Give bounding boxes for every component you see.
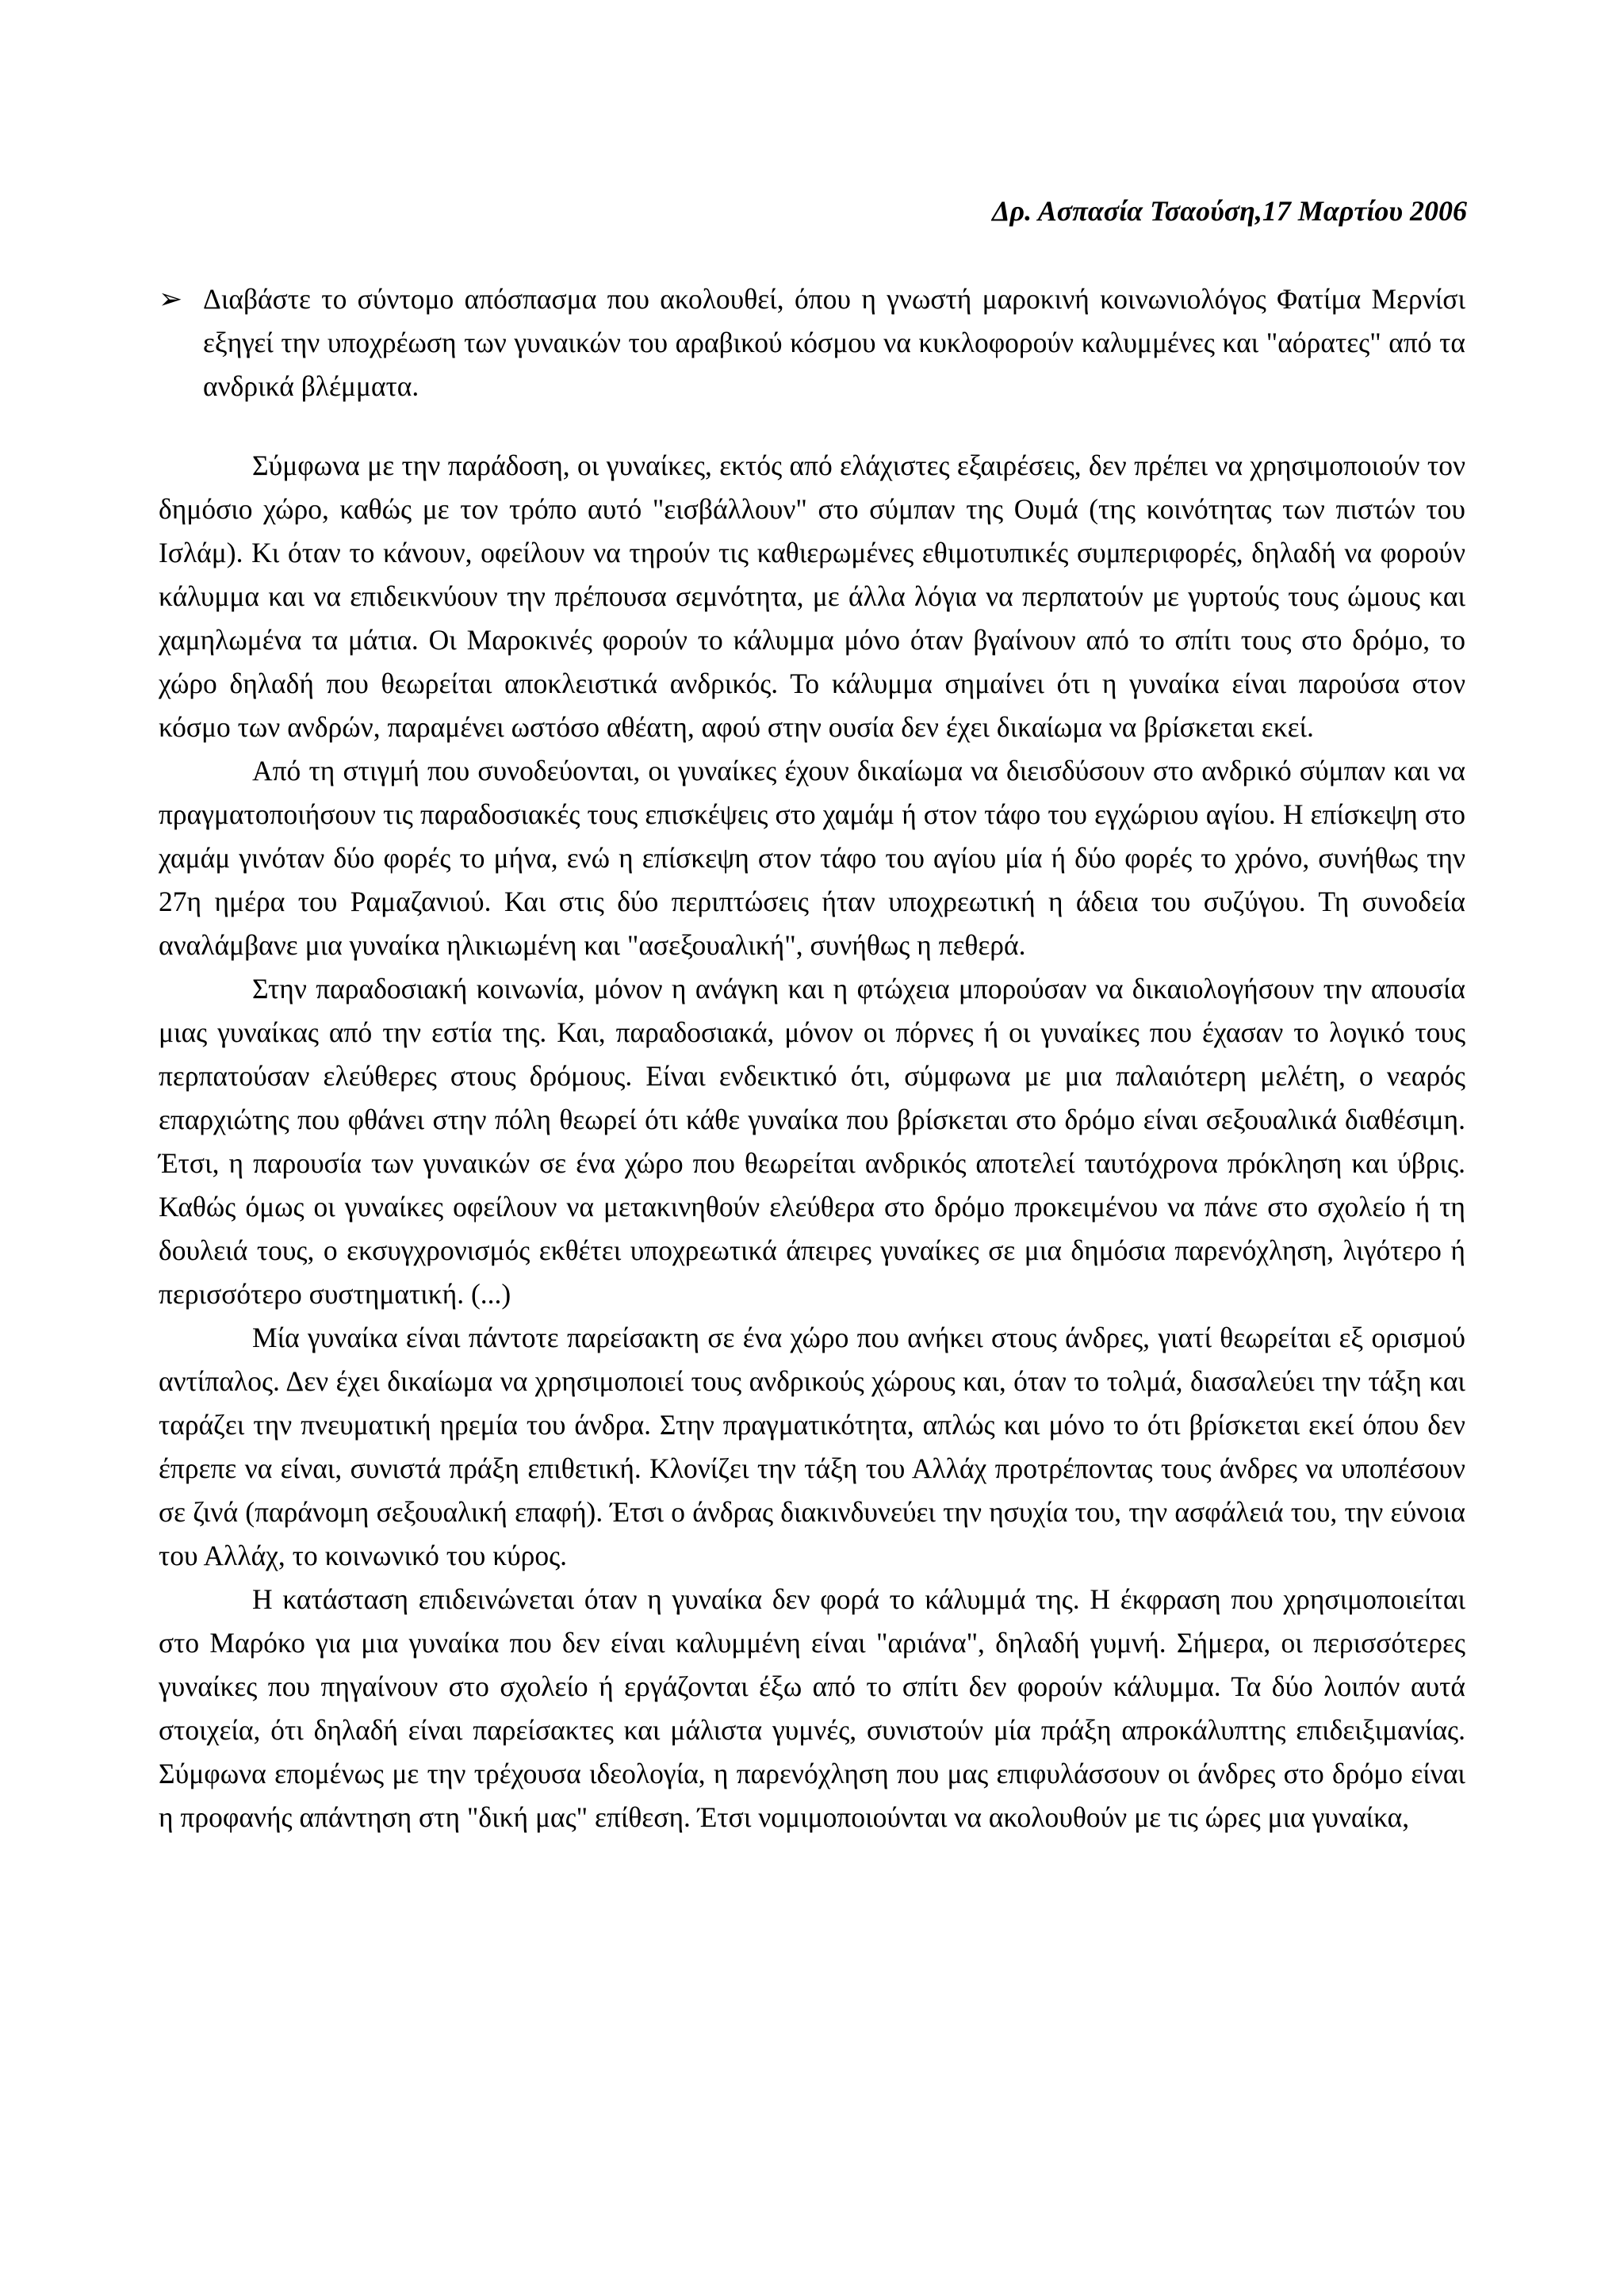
arrow-bullet-icon: ➢ (159, 283, 183, 316)
paragraph: Η κατάσταση επιδεινώνεται όταν η γυναίκα δεν φορά το κάλυμμά της. Η έκφραση που χρησιμοποιείται στο Μαρόκο για μια γυναίκα που δεν είναι καλυμμένη είναι "αριάνα", δηλαδή γυμνή. Σήμερα, οι περισσότερες γυναίκες που πηγαίνουν στο σχολείο ή εργάζονται έξω από το σπίτι δεν φορούν κάλυμμα. Τα δύο λοιπόν αυτά στοιχεία, ότι δηλαδή είναι παρείσακτες και μάλιστα γυμνές, συνιστούν μία πράξη απροκάλυπτης επιδειξιμανίας. Σύμφωνα επομένως με την τρέχουσα ιδεολογία, η παρενόχληση που μας επιφυλάσσουν οι άνδρες στο δρόμο είναι η προφανής απάντηση στη "δική μας" επίθεση. Έτσι νομιμοποιούνται να ακολουθούν με τις ώρες μια γυναίκα, (159, 1583, 1465, 1833)
author-date-header: Δρ. Ασπασία Τσαούση,17 Μαρτίου 2006 (991, 195, 1467, 227)
paragraph: Σύμφωνα με την παράδοση, οι γυναίκες, εκτός από ελάχιστες εξαιρέσεις, δεν πρέπει να χρησιμοποιούν τον δημόσιο χώρο, καθώς με τον τρόπο αυτό "εισβάλλουν" στο σύμπαν της Ουμά (της κοινότητας των πιστών του Ισλάμ). Κι όταν το κάνουν, οφείλουν να τηρούν τις καθιερωμένες εθιμοτυπικές συμπεριφορές, δηλαδή να φορούν κάλυμμα και να επιδεικνύουν την πρέπουσα σεμνότητα, με άλλα λόγια να περπατούν με γυρτούς τους ώμους και χαμηλωμένα τα μάτια. Οι Μαροκινές φορούν το κάλυμμα μόνο όταν βγαίνουν από το σπίτι τους στο δρόμο, το χώρο δηλαδή που θεωρείται αποκλειστικά ανδρικός. Το κάλυμμα σημαίνει ότι η γυναίκα είναι παρούσα στον κόσμο των ανδρών, παραμένει ωστόσο αθέατη, αφού στην ουσία δεν έχει δικαίωμα να βρίσκεται εκεί. (159, 450, 1465, 743)
paragraph: Από τη στιγμή που συνοδεύονται, οι γυναίκες έχουν δικαίωμα να διεισδύσουν στο ανδρικό σύμπαν και να πραγματοποιήσουν τις παραδοσιακές τους επισκέψεις στο χαμάμ ή στον τάφο του εγχώριου αγίου. Η επίσκεψη στο χαμάμ γινόταν δύο φορές το μήνα, ενώ η επίσκεψη στον τάφο του αγίου μία ή δύο φορές το χρόνο, συνήθως την 27η ημέρα του Ραμαζανιού. Και στις δύο περιπτώσεις ήταν υποχρεωτική η άδεια του συζύγου. Τη συνοδεία αναλάμβανε μια γυναίκα ηλικιωμένη και "ασεξουαλική", συνήθως η πεθερά. (159, 755, 1465, 961)
excerpt-body (159, 444, 1465, 1839)
paragraph: Στην παραδοσιακή κοινωνία, μόνον η ανάγκη και η φτώχεια μπορούσαν να δικαιολογήσουν την απουσία μιας γυναίκας από την εστία της. Και, παραδοσιακά, μόνον οι πόρνες ή οι γυναίκες που έχασαν το λογικό τους περπατούσαν ελεύθερες στους δρόμους. Είναι ενδεικτικό ότι, σύμφωνα με μια παλαιότερη μελέτη, ο νεαρός επαρχιώτης που φθάνει στην πόλη θεωρεί ότι κάθε γυναίκα που βρίσκεται στο δρόμο είναι σεξουαλικά διαθέσιμη. Έτσι, η παρουσία των γυναικών σε ένα χώρο που θεωρείται ανδρικός αποτελεί ταυτόχρονα πρόκληση και ύβρις. Καθώς όμως οι γυναίκες οφείλουν να μετακινηθούν ελεύθερα στο δρόμο προκειμένου να πάνε στο σχολείο ή τη δουλειά τους, ο εκσυγχρονισμός εκθέτει υποχρεωτικά άπειρες γυναίκες σε μια δημόσια παρενόχληση, λιγότερο ή περισσότερο συστηματική. (...) (159, 973, 1465, 1310)
instruction-text: Διαβάστε το σύντομο απόσπασμα που ακολουθεί, όπου η γνωστή μαροκινή κοινωνιολόγος Φατίμα Μερνίσι εξηγεί την υποχρέωση των γυναικών του αραβικού κόσμου να κυκλοφορούν καλυμμένες και "αόρατες" από τα ανδρικά βλέμματα. (203, 283, 1465, 402)
paragraph: Μία γυναίκα είναι πάντοτε παρείσακτη σε ένα χώρο που ανήκει στους άνδρες, γιατί θεωρείται εξ ορισμού αντίπαλος. Δεν έχει δικαίωμα να χρησιμοποιεί τους ανδρικούς χώρους και, όταν το τολμά, διασαλεύει την τάξη και ταράζει την πνευματική ηρεμία του άνδρα. Στην πραγματικότητα, απλώς και μόνο το ότι βρίσκεται εκεί όπου δεν έπρεπε να είναι, συνιστά πράξη επιθετική. Κλονίζει την τάξη του Αλλάχ προτρέποντας τους άνδρες να υποπέσουν σε ζινά (παράνομη σεξουαλική επαφή). Έτσι ο άνδρας διακινδυνεύει την ησυχία του, την ασφάλειά του, την εύνοια του Αλλάχ, το κοινωνικό του κύρος. (159, 1322, 1465, 1571)
instruction-bullet (159, 277, 1465, 408)
